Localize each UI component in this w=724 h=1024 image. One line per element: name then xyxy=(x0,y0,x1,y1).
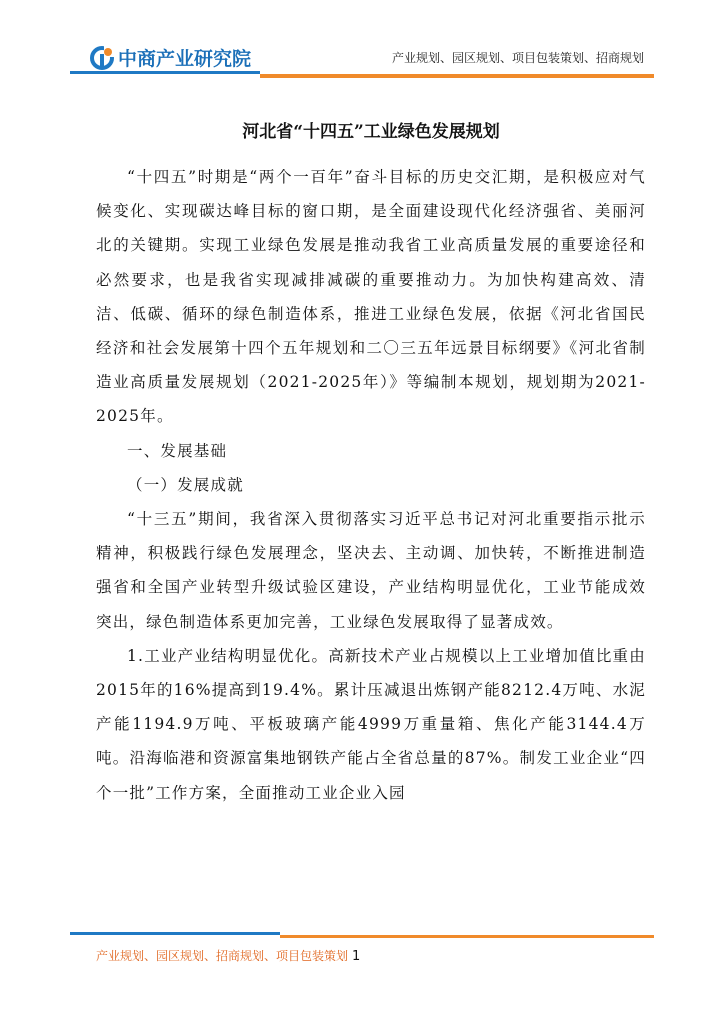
page-header xyxy=(0,0,724,80)
header-tagline: 产业规划、园区规划、项目包装策划、招商规划 xyxy=(391,51,644,65)
footer-divider-blue xyxy=(70,932,280,935)
footer-text: 产业规划、园区规划、招商规划、项目包装策划 xyxy=(96,949,349,963)
intro-paragraph: “十四五”时期是“两个一百年”奋斗目标的历史交汇期，是积极应对气候变化、实现碳达峰目标的窗口期，是全面建设现代化经济强省、美丽河北的关键期。实现工业绿色发展是推动我省工业高质量发展的重要途径和必然要求，也是我省实现减排减碳的重要推动力。为加快构建高效、清洁、低碳、循环的绿色制造体系，推进工业绿色发展，依据《河北省国民经济和社会发展第十四个五年规划和二〇三五年远景目标纲要》《河北省制造业高质量发展规划（2021-2025年）》等编制本规划，规划期为2021-2025年。 xyxy=(96,168,646,426)
subsection-heading: （一）发展成就 xyxy=(127,475,244,494)
document-title: 河北省“十四五”工业绿色发展规划 xyxy=(242,122,500,142)
ci-logo-icon xyxy=(90,46,114,70)
document-body xyxy=(96,118,646,810)
logo-text: 中商产业研究院 xyxy=(118,48,252,70)
company-logo xyxy=(90,44,251,71)
footer-divider-orange xyxy=(280,935,654,938)
page-footer xyxy=(96,947,360,964)
header-divider-blue xyxy=(70,71,260,74)
item-1-paragraph: 1.工业产业结构明显优化。高新技术产业占规模以上工业增加值比重由2015年的16%提高到19.4%。累计压减退出炼钢产能8212.4万吨、水泥产能1194.9万吨、平板玻璃产能4999万重量箱、焦化产能3144.4万吨。沿海临港和资源富集地钢铁产能占全省总量的87%。制发工业企业“四个一批”工作方案，全面推动工业企业入园 xyxy=(96,646,646,802)
section-heading: 一、发展基础 xyxy=(127,441,228,460)
header-divider-orange xyxy=(260,74,654,78)
achievement-paragraph: “十三五”期间，我省深入贯彻落实习近平总书记对河北重要指示批示精神，积极践行绿色发展理念，坚决去、主动调、加快转，不断推进制造强省和全国产业转型升级试验区建设，产业结构明显优化，工业节能成效突出，绿色制造体系更加完善，工业绿色发展取得了显著成效。 xyxy=(96,510,646,631)
page-number: 1 xyxy=(352,949,361,964)
